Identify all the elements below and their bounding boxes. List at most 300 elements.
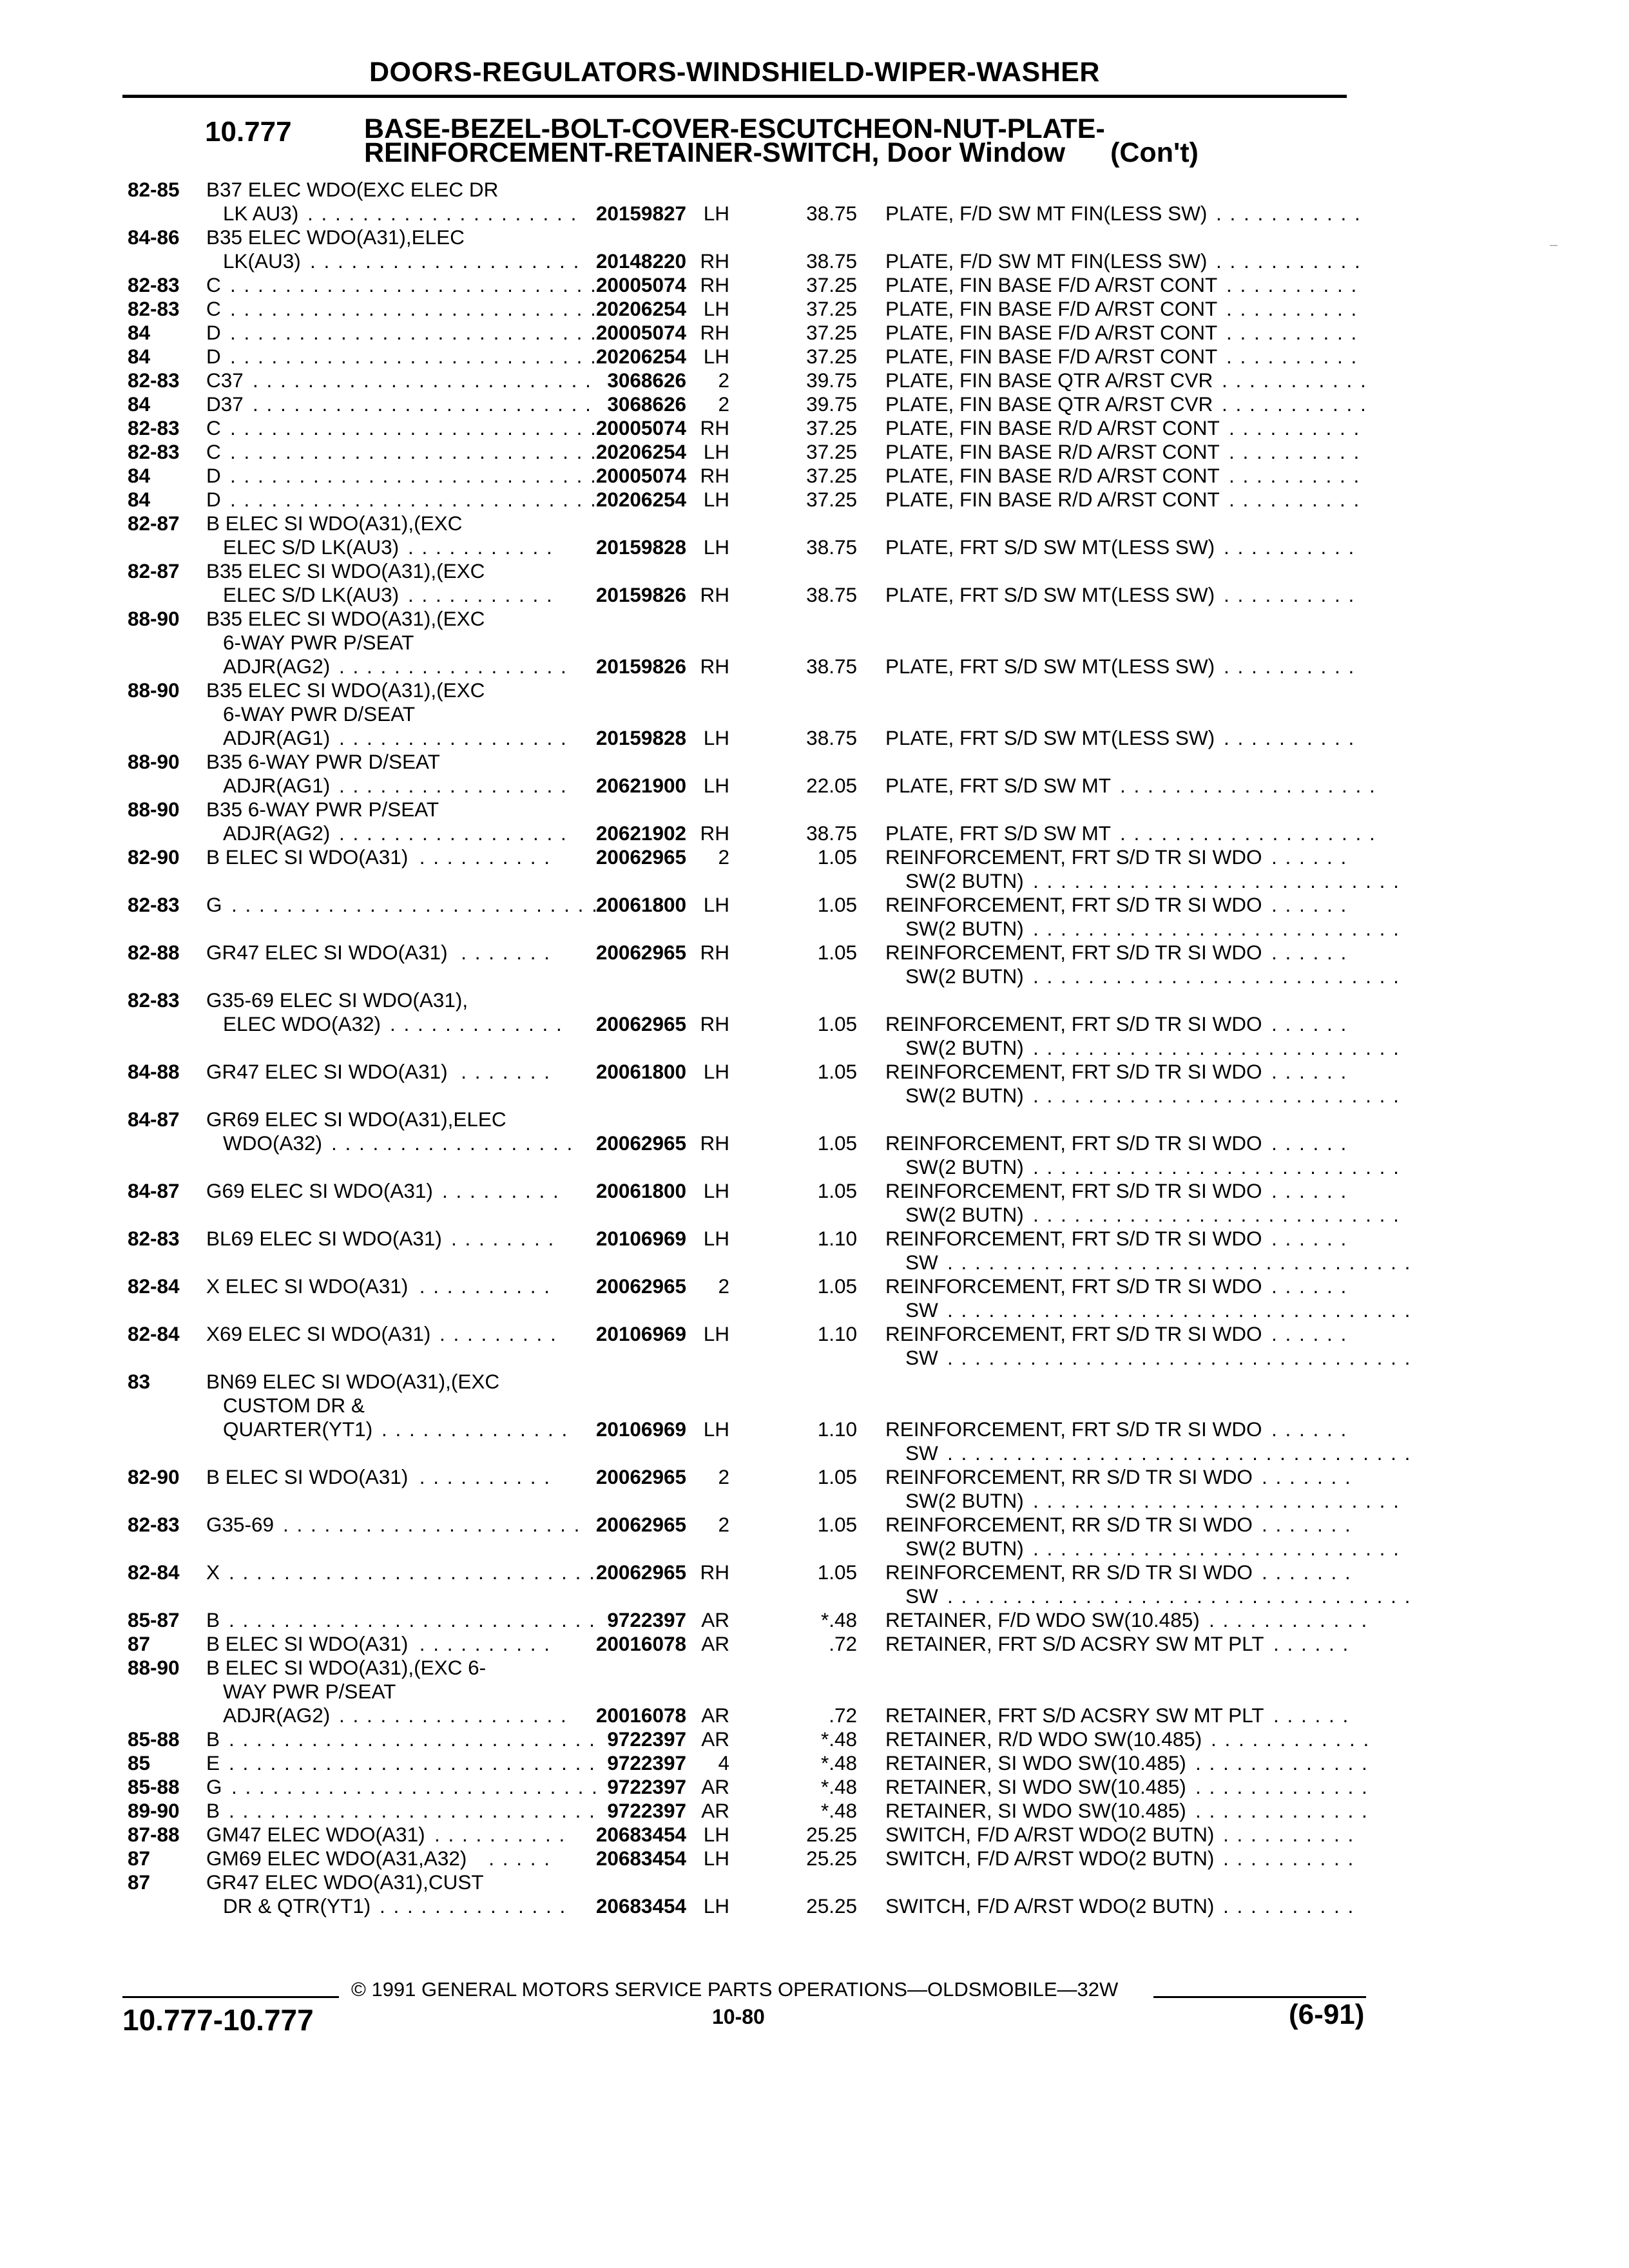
part-name: PLATE, FRT S/D SW MT (885, 822, 1112, 845)
model-description: B35 ELEC SI WDO(A31),(EXC (206, 607, 485, 630)
dot-leader: . . . . . . . . . . (434, 1823, 566, 1846)
part-name: REINFORCEMENT, FRT S/D TR SI WDO (885, 1418, 1262, 1441)
model-description: B ELEC SI WDO(A31) (206, 1465, 409, 1488)
part-name: REINFORCEMENT, FRT S/D TR SI WDO (885, 1012, 1262, 1035)
part-number: 20016078 (595, 1704, 686, 1727)
quantity: LH (703, 202, 729, 225)
entry-line (0, 822, 1629, 845)
section-title-line2 (364, 137, 1199, 169)
entry-line (0, 1608, 1629, 1632)
model-description: C37 (206, 369, 244, 392)
quantity: AR (701, 1608, 729, 1631)
model-description: E (206, 1751, 220, 1774)
model-description: B ELEC SI WDO(A31),(EXC (206, 512, 463, 535)
part-number: 20061800 (595, 1060, 686, 1083)
dot-leader: . . . . . . . . . . . . . . . . . . . . . . . . . . . (230, 321, 597, 344)
price: 37.25 (806, 345, 857, 368)
quantity: LH (703, 1418, 729, 1441)
price: *.48 (820, 1775, 857, 1798)
price: 1.05 (817, 1513, 857, 1536)
part-number: 20005074 (595, 321, 686, 344)
dot-leader: . . . . . . . . . . (419, 1632, 551, 1655)
entry-line (0, 202, 1629, 226)
part-name: PLATE, FRT S/D SW MT (885, 774, 1112, 797)
entry-line (0, 917, 1629, 941)
entry-line (0, 607, 1629, 631)
name-dot-leader: . . . . . . . . . . (1226, 273, 1358, 296)
price: 37.25 (806, 488, 857, 511)
part-name: SW (905, 1584, 938, 1608)
model-description: GM47 ELEC WDO(A31) (206, 1823, 425, 1846)
entry-line (0, 1346, 1629, 1370)
part-number: 9722397 (607, 1608, 686, 1631)
model-description: WAY PWR P/SEAT (223, 1680, 396, 1703)
entry-line (0, 273, 1629, 297)
name-dot-leader: . . . . . . . . . . . . . . . . . . . . . . . . . . . (1033, 1155, 1400, 1178)
entry-line (0, 1704, 1629, 1727)
part-entry (0, 1322, 1629, 1370)
quantity: LH (703, 1823, 729, 1846)
entry-line (0, 1870, 1629, 1894)
model-description: C (206, 297, 221, 320)
entry-line (0, 1513, 1629, 1537)
entry-line (0, 464, 1629, 488)
quantity: LH (703, 297, 729, 320)
entry-line (0, 1727, 1629, 1751)
quantity: LH (703, 535, 729, 559)
model-description: DR & QTR(YT1) (223, 1894, 371, 1917)
name-dot-leader: . . . . . . (1271, 1060, 1348, 1083)
dot-leader: . . . . . . . . . . . . . . . . . (339, 822, 568, 845)
name-dot-leader: . . . . . . . . . . . (1216, 202, 1362, 225)
dot-leader: . . . . . . . (461, 941, 551, 964)
entry-line (0, 1108, 1629, 1131)
part-entry (0, 392, 1629, 416)
entry-line (0, 321, 1629, 345)
name-dot-leader: . . . . . . . . . . . . . . . . . . . . . . . . . . . . . . . . . . (947, 1251, 1412, 1274)
entry-line (0, 1465, 1629, 1489)
entry-line (0, 1823, 1629, 1847)
part-entry (0, 559, 1629, 607)
entry-line (0, 1084, 1629, 1108)
part-entry (0, 440, 1629, 464)
part-name: PLATE, FIN BASE F/D A/RST CONT (885, 273, 1218, 296)
part-entry (0, 941, 1629, 988)
part-number: 20062965 (595, 1465, 686, 1488)
price: 38.75 (806, 655, 857, 678)
quantity: 2 (718, 392, 729, 416)
part-entry (0, 512, 1629, 559)
price: 38.75 (806, 202, 857, 225)
dot-leader: . . . . . . . . . . . . . . . . . (339, 774, 568, 797)
model-years: 84 (128, 392, 151, 416)
entry-line (0, 297, 1629, 321)
part-number: 20683454 (595, 1823, 686, 1846)
dot-leader: . . . . . . . . . . . . . (390, 1012, 563, 1035)
footer-copyright: © 1991 GENERAL MOTORS SERVICE PARTS OPERATIONS—OLDSMOBILE—32W (351, 1978, 1119, 2001)
dot-leader: . . . . . . . . . . . . . . . . . . . . (307, 202, 578, 225)
footer-range: 10.777-10.777 (122, 2003, 314, 2037)
entry-line (0, 1656, 1629, 1680)
dot-leader: . . . . . . . . . . (419, 1274, 551, 1298)
model-description: GR69 ELEC SI WDO(A31),ELEC (206, 1108, 506, 1131)
entry-line (0, 1418, 1629, 1441)
part-name: PLATE, FIN BASE F/D A/RST CONT (885, 321, 1218, 344)
part-number: 20621900 (595, 774, 686, 797)
name-dot-leader: . . . . . . (1271, 1012, 1348, 1035)
model-years: 82-83 (128, 297, 180, 320)
model-years: 88-90 (128, 798, 180, 821)
dot-leader: . . . . . . . . . . . . . . . . . . . . . . . . . . . (230, 440, 597, 463)
name-dot-leader: . . . . . . . . . . (1224, 655, 1356, 678)
quantity: 4 (718, 1751, 729, 1774)
model-years: 82-83 (128, 440, 180, 463)
part-number: 9722397 (607, 1727, 686, 1751)
part-name: SWITCH, F/D A/RST WDO(2 BUTN) (885, 1823, 1215, 1846)
model-description: GR47 ELEC SI WDO(A31) (206, 941, 448, 964)
dot-leader: . . . . . . . . . . (419, 845, 551, 869)
part-entry (0, 369, 1629, 392)
part-name: PLATE, FIN BASE R/D A/RST CONT (885, 488, 1220, 511)
model-description: B35 ELEC SI WDO(A31),(EXC (206, 559, 485, 582)
dot-leader: . . . . . . . . . . . . . . . . . . . . . . . . . . . (229, 1561, 596, 1584)
dot-leader: . . . . . . . . . . . (408, 535, 554, 559)
entry-line (0, 1775, 1629, 1799)
entry-line (0, 488, 1629, 512)
entry-line (0, 1489, 1629, 1513)
name-dot-leader: . . . . . . . . . . (1226, 321, 1358, 344)
part-number: 20062965 (595, 845, 686, 869)
part-entry (0, 464, 1629, 488)
part-entry (0, 1179, 1629, 1227)
quantity: LH (703, 1847, 729, 1870)
dot-leader: . . . . . . . . . . . (408, 583, 554, 606)
model-years: 82-84 (128, 1274, 180, 1298)
name-dot-leader: . . . . . . . (1262, 1561, 1352, 1584)
price: .72 (829, 1632, 857, 1655)
part-number: 20016078 (595, 1632, 686, 1655)
part-number: 20683454 (595, 1894, 686, 1917)
price: 38.75 (806, 583, 857, 606)
part-entry (0, 226, 1629, 273)
price: 22.05 (806, 774, 857, 797)
model-years: 87 (128, 1847, 151, 1870)
model-description: LK AU3) (223, 202, 299, 225)
part-name: SW(2 BUTN) (905, 1084, 1024, 1107)
dot-leader: . . . . . . . . . . . . . . . . . . . . . . . . . . . (229, 1727, 596, 1751)
dot-leader: . . . . . (488, 1847, 551, 1870)
price: 1.05 (817, 1465, 857, 1488)
price: 1.05 (817, 1131, 857, 1155)
footer-date: (6-91) (1289, 1999, 1365, 2030)
entry-line (0, 559, 1629, 583)
price: 1.05 (817, 941, 857, 964)
model-years: 82-83 (128, 273, 180, 296)
price: 1.05 (817, 1060, 857, 1083)
model-years: 84-87 (128, 1108, 180, 1131)
part-entry (0, 845, 1629, 893)
entry-line (0, 1060, 1629, 1084)
price: 1.10 (817, 1418, 857, 1441)
part-name: SW(2 BUTN) (905, 1489, 1024, 1512)
name-dot-leader: . . . . . . . . . . (1224, 583, 1356, 606)
name-dot-leader: . . . . . . . . . . (1224, 535, 1356, 559)
part-number: 9722397 (607, 1775, 686, 1798)
model-description: C (206, 273, 221, 296)
part-name: SW(2 BUTN) (905, 1155, 1024, 1178)
part-number: 20148220 (595, 249, 686, 273)
part-name: SW (905, 1251, 938, 1274)
entry-line (0, 416, 1629, 440)
entry-line (0, 512, 1629, 535)
model-description: QUARTER(YT1) (223, 1418, 373, 1441)
entry-line (0, 1632, 1629, 1656)
entry-line (0, 1012, 1629, 1036)
model-description: ADJR(AG2) (223, 1704, 331, 1727)
entry-line (0, 798, 1629, 822)
price: 38.75 (806, 726, 857, 749)
model-description: GM69 ELEC WDO(A31,A32) (206, 1847, 467, 1870)
part-name: REINFORCEMENT, FRT S/D TR SI WDO (885, 893, 1262, 916)
model-years: 88-90 (128, 1656, 180, 1679)
section-title-line2-text: REINFORCEMENT-RETAINER-SWITCH, Door Window (364, 137, 1066, 168)
entry-line (0, 941, 1629, 965)
dot-leader: . . . . . . . . . . . . . . . . . . . . . . . . . (253, 369, 592, 392)
part-entry (0, 1465, 1629, 1513)
part-name: PLATE, F/D SW MT FIN(LESS SW) (885, 249, 1208, 273)
model-years: 85 (128, 1751, 151, 1774)
name-dot-leader: . . . . . . (1271, 1418, 1348, 1441)
name-dot-leader: . . . . . . (1271, 1131, 1348, 1155)
quantity: AR (701, 1727, 729, 1751)
model-description: BN69 ELEC SI WDO(A31),(EXC (206, 1370, 500, 1393)
entry-line (0, 369, 1629, 392)
header-divider (122, 95, 1347, 98)
model-description: X ELEC SI WDO(A31) (206, 1274, 409, 1298)
part-entry (0, 1870, 1629, 1918)
part-number: 9722397 (607, 1799, 686, 1822)
name-dot-leader: . . . . . . . . . . . (1222, 392, 1367, 416)
model-description: B35 ELEC SI WDO(A31),(EXC (206, 678, 485, 702)
dot-leader: . . . . . . . . . . . . . . . . . . . . . . . . . . . (230, 345, 597, 368)
quantity: RH (700, 1012, 729, 1035)
name-dot-leader: . . . . . . . . . . (1226, 297, 1358, 320)
model-years: 88-90 (128, 678, 180, 702)
part-number: 20106969 (595, 1322, 686, 1345)
name-dot-leader: . . . . . . . . . . . . . . . . . . . (1120, 774, 1376, 797)
part-name: RETAINER, SI WDO SW(10.485) (885, 1799, 1186, 1822)
model-years: 85-87 (128, 1608, 180, 1631)
page-title: DOORS-REGULATORS-WINDSHIELD-WIPER-WASHER (369, 57, 1100, 88)
part-entry (0, 345, 1629, 369)
part-name: PLATE, FIN BASE F/D A/RST CONT (885, 297, 1218, 320)
part-name: PLATE, FIN BASE R/D A/RST CONT (885, 416, 1220, 439)
name-dot-leader: . . . . . . (1271, 893, 1348, 916)
dot-leader: . . . . . . . . . . . . . . . . . . . . . . . . . . . (230, 273, 597, 296)
quantity: AR (701, 1704, 729, 1727)
part-name: RETAINER, FRT S/D ACSRY SW MT PLT (885, 1632, 1264, 1655)
model-years: 82-87 (128, 559, 180, 582)
model-description: 6-WAY PWR D/SEAT (223, 702, 416, 726)
price: 38.75 (806, 535, 857, 559)
quantity: 2 (718, 845, 729, 869)
entry-line (0, 1537, 1629, 1561)
part-number: 20005074 (595, 464, 686, 487)
model-years: 87 (128, 1870, 151, 1894)
name-dot-leader: . . . . . . (1271, 845, 1348, 869)
model-years: 84-87 (128, 1179, 180, 1202)
model-description: BL69 ELEC SI WDO(A31) (206, 1227, 442, 1250)
model-description: B35 ELEC WDO(A31),ELEC (206, 226, 465, 249)
entry-line (0, 1298, 1629, 1322)
model-description: G69 ELEC SI WDO(A31) (206, 1179, 433, 1202)
part-entry (0, 988, 1629, 1060)
quantity: LH (703, 440, 729, 463)
dot-leader: . . . . . . . . . . . . . . . . . . (331, 1131, 574, 1155)
part-name: SW(2 BUTN) (905, 1203, 1024, 1226)
price: 1.05 (817, 1012, 857, 1035)
model-years: 82-85 (128, 178, 180, 201)
model-description: ADJR(AG2) (223, 822, 331, 845)
part-entry (0, 607, 1629, 678)
model-description: B (206, 1608, 220, 1631)
name-dot-leader: . . . . . . . . . . . . . . . . . . . . . . . . . . . . . . . . . . (947, 1298, 1412, 1321)
part-number: 20683454 (595, 1847, 686, 1870)
part-number: 20061800 (595, 1179, 686, 1202)
model-years: 82-83 (128, 1227, 180, 1250)
dot-leader: . . . . . . . . . . . . . . . . . . . . . . (283, 1513, 581, 1536)
part-name: REINFORCEMENT, FRT S/D TR SI WDO (885, 941, 1262, 964)
model-description: ADJR(AG1) (223, 774, 331, 797)
dot-leader: . . . . . . . . . . . . . . . . . . . . . . . . . . . (231, 893, 599, 916)
price: 37.25 (806, 464, 857, 487)
name-dot-leader: . . . . . . (1273, 1704, 1350, 1727)
part-entry (0, 297, 1629, 321)
part-name: PLATE, FIN BASE QTR A/RST CVR (885, 392, 1213, 416)
footer-divider-left (122, 1996, 339, 1998)
part-name: SW (905, 1298, 938, 1321)
model-description: X (206, 1561, 220, 1584)
entry-line (0, 1203, 1629, 1227)
part-number: 20159827 (595, 202, 686, 225)
name-dot-leader: . . . . . . . . . . . . . . . . . . . . . . . . . . . (1033, 1537, 1400, 1560)
price: *.48 (820, 1608, 857, 1631)
model-description: G (206, 1775, 222, 1798)
part-name: SW (905, 1441, 938, 1465)
part-number: 3068626 (607, 392, 686, 416)
model-description: WDO(A32) (223, 1131, 323, 1155)
entry-line (0, 1274, 1629, 1298)
entry-line (0, 893, 1629, 917)
model-description: 6-WAY PWR P/SEAT (223, 631, 414, 654)
entry-line (0, 392, 1629, 416)
quantity: RH (700, 822, 729, 845)
part-entry (0, 1847, 1629, 1870)
part-name: REINFORCEMENT, FRT S/D TR SI WDO (885, 1274, 1262, 1298)
quantity: LH (703, 893, 729, 916)
entry-line (0, 1894, 1629, 1918)
part-number: 20062965 (595, 1561, 686, 1584)
dot-leader: . . . . . . . . . . . . . . . . . (339, 1704, 568, 1727)
model-description: B ELEC SI WDO(A31),(EXC 6- (206, 1656, 487, 1679)
model-description: B ELEC SI WDO(A31) (206, 1632, 409, 1655)
entry-line (0, 1561, 1629, 1584)
quantity: RH (700, 583, 729, 606)
model-description: D (206, 488, 221, 511)
part-number: 20005074 (595, 273, 686, 296)
entry-line (0, 702, 1629, 726)
quantity: RH (700, 273, 729, 296)
quantity: AR (701, 1632, 729, 1655)
part-name: RETAINER, F/D WDO SW(10.485) (885, 1608, 1200, 1631)
part-entry (0, 750, 1629, 798)
model-description: X69 ELEC SI WDO(A31) (206, 1322, 431, 1345)
part-number: 20062965 (595, 1131, 686, 1155)
part-entry (0, 1727, 1629, 1751)
name-dot-leader: . . . . . . . . . . . . . . . . . . . . . . . . . . . (1033, 1036, 1400, 1059)
dot-leader: . . . . . . . . . . . . . . . . . (339, 655, 568, 678)
name-dot-leader: . . . . . . (1271, 1227, 1348, 1250)
quantity: RH (700, 464, 729, 487)
dot-leader: . . . . . . . . . . . . . . . . . . . . . . . . . . . (230, 297, 597, 320)
part-number: 9722397 (607, 1751, 686, 1774)
model-description: C (206, 416, 221, 439)
price: *.48 (820, 1727, 857, 1751)
part-name: REINFORCEMENT, FRT S/D TR SI WDO (885, 1131, 1262, 1155)
quantity: LH (703, 1227, 729, 1250)
section-cont: (Con't) (1110, 137, 1199, 168)
section-title-line1: BASE-BEZEL-BOLT-COVER-ESCUTCHEON-NUT-PLATE- (364, 113, 1105, 144)
part-number: 3068626 (607, 369, 686, 392)
part-name: PLATE, FIN BASE R/D A/RST CONT (885, 464, 1220, 487)
quantity: RH (700, 941, 729, 964)
part-entry (0, 798, 1629, 845)
model-years: 82-84 (128, 1322, 180, 1345)
part-entry (0, 1775, 1629, 1799)
model-description: B (206, 1727, 220, 1751)
price: 38.75 (806, 249, 857, 273)
part-entry (0, 1751, 1629, 1775)
part-name: SW(2 BUTN) (905, 917, 1024, 940)
part-entry (0, 1513, 1629, 1561)
name-dot-leader: . . . . . . (1273, 1632, 1350, 1655)
part-number: 20106969 (595, 1418, 686, 1441)
part-name: PLATE, FIN BASE F/D A/RST CONT (885, 345, 1218, 368)
part-number: 20062965 (595, 941, 686, 964)
price: *.48 (820, 1751, 857, 1774)
entry-line (0, 1799, 1629, 1823)
part-number: 20621902 (595, 822, 686, 845)
entry-line (0, 1751, 1629, 1775)
name-dot-leader: . . . . . . . . . . (1229, 464, 1361, 487)
quantity: 2 (718, 1274, 729, 1298)
part-entry (0, 1060, 1629, 1108)
dot-leader: . . . . . . . . . . . . . . . . . . . . . . . . . . . (230, 464, 597, 487)
part-name: REINFORCEMENT, RR S/D TR SI WDO (885, 1513, 1253, 1536)
part-entry (0, 1656, 1629, 1727)
model-years: 82-84 (128, 1561, 180, 1584)
parts-list (0, 178, 1629, 1918)
model-description: G (206, 893, 222, 916)
model-description: B37 ELEC WDO(EXC ELEC DR (206, 178, 499, 201)
model-description: G35-69 (206, 1513, 275, 1536)
name-dot-leader: . . . . . . . . . . (1229, 440, 1361, 463)
entry-line (0, 1441, 1629, 1465)
entry-line (0, 726, 1629, 750)
entry-line (0, 988, 1629, 1012)
entry-line (0, 869, 1629, 893)
quantity: RH (700, 655, 729, 678)
